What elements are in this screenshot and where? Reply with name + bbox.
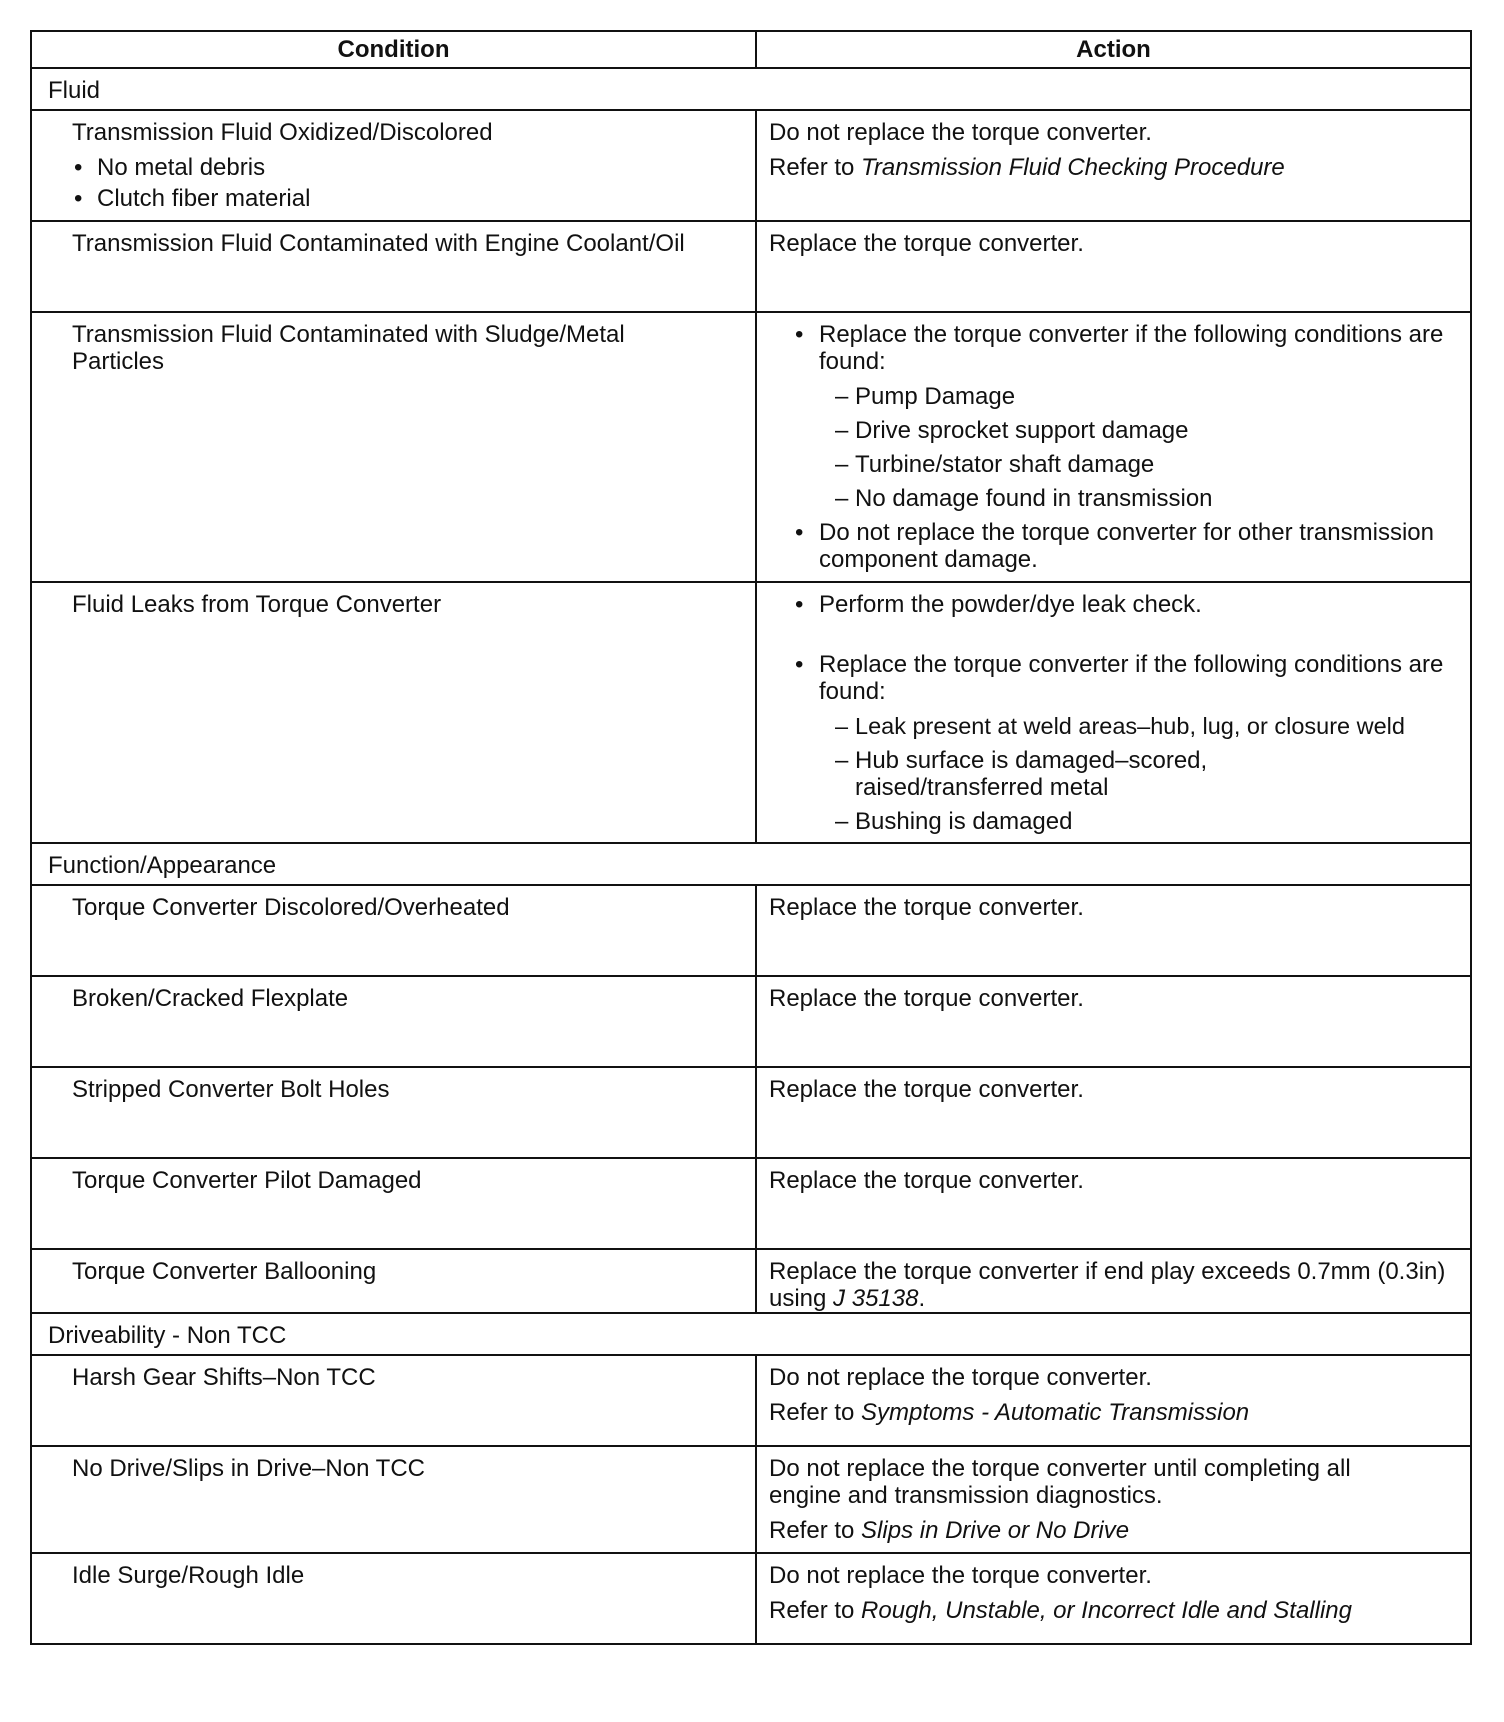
bullet-item: • Replace the torque converter if the following conditions are found:	[769, 651, 1460, 705]
section-row-function	[31, 843, 1471, 885]
table-row	[31, 1158, 1471, 1249]
section-title: Driveability - Non TCC	[31, 1313, 1471, 1355]
section-row-driveability	[31, 1313, 1471, 1355]
condition-cell: Idle Surge/Rough Idle	[31, 1553, 756, 1644]
table-row	[31, 312, 1471, 582]
refer-text	[769, 154, 1460, 181]
action-cell	[756, 582, 1471, 843]
header-action: Action	[756, 31, 1471, 68]
table-row	[31, 221, 1471, 312]
action-text: Replace the torque converter if end play exceeds 0.7mm (0.3in) using	[769, 1258, 1446, 1312]
condition-cell	[31, 312, 756, 582]
refer-link: Symptoms - Automatic Transmission	[861, 1399, 1250, 1426]
table-row	[31, 582, 1471, 843]
action-cell: Replace the torque converter.	[756, 1158, 1471, 1249]
bullet-item: • Clutch fiber material	[72, 185, 743, 212]
action-cell: Replace the torque converter.	[756, 1067, 1471, 1158]
dash-item: – Hub surface is damaged–scored, raised/transferred metal	[835, 747, 1235, 801]
refer-link: Slips in Drive or No Drive	[861, 1517, 1130, 1544]
action-cell	[756, 312, 1471, 582]
action-cell	[756, 1553, 1471, 1644]
dash-list	[769, 383, 1460, 512]
table-row	[31, 1553, 1471, 1644]
dash-item: – Drive sprocket support damage	[835, 417, 1460, 444]
refer-link: Rough, Unstable, or Incorrect Idle and Stalling	[861, 1597, 1352, 1624]
table-row	[31, 1446, 1471, 1553]
condition-cell: Torque Converter Pilot Damaged	[31, 1158, 756, 1249]
header-row	[31, 31, 1471, 68]
condition-text: Transmission Fluid Oxidized/Discolored	[72, 119, 493, 146]
action-text: Do not replace the torque converter.	[769, 1562, 1152, 1589]
header-condition: Condition	[31, 31, 756, 68]
condition-cell: Transmission Fluid Contaminated with Engine Coolant/Oil	[31, 221, 756, 312]
action-cell	[756, 1446, 1471, 1553]
dash-list	[769, 713, 1460, 835]
section-title: Function/Appearance	[31, 843, 1471, 885]
refer-prefix: Refer to	[769, 154, 862, 181]
refer-prefix: Refer to	[769, 1597, 862, 1624]
condition-cell: Harsh Gear Shifts–Non TCC	[31, 1355, 756, 1446]
condition-text: Transmission Fluid Contaminated with Sludge/Metal Particles	[72, 321, 625, 375]
spacer	[769, 626, 1460, 651]
dash-item: – No damage found in transmission	[835, 485, 1460, 512]
dash-item: – Bushing is damaged	[835, 808, 1460, 835]
action-cell	[756, 1249, 1471, 1313]
condition-cell: No Drive/Slips in Drive–Non TCC	[31, 1446, 756, 1553]
section-row-fluid	[31, 68, 1471, 110]
tool-reference: J 35138	[833, 1285, 919, 1312]
dash-item: – Leak present at weld areas–hub, lug, or closure weld	[835, 713, 1460, 740]
condition-cell: Broken/Cracked Flexplate	[31, 976, 756, 1067]
bullet-item: • Perform the powder/dye leak check.	[769, 591, 1460, 618]
action-cell	[756, 1355, 1471, 1446]
action-text: Do not replace the torque converter.	[769, 1364, 1152, 1391]
dash-item: – Turbine/stator shaft damage	[835, 451, 1460, 478]
refer-prefix: Refer to	[769, 1399, 862, 1426]
table-row	[31, 1067, 1471, 1158]
table-row	[31, 1249, 1471, 1313]
condition-cell: Torque Converter Discolored/Overheated	[31, 885, 756, 976]
table-row	[31, 1355, 1471, 1446]
action-cell: Replace the torque converter.	[756, 221, 1471, 312]
action-suffix: .	[918, 1285, 926, 1312]
action-cell: Replace the torque converter.	[756, 885, 1471, 976]
table-row	[31, 976, 1471, 1067]
table-row	[31, 885, 1471, 976]
refer-text	[769, 1517, 1460, 1544]
refer-text	[769, 1597, 1460, 1624]
refer-link: Transmission Fluid Checking Procedure	[861, 154, 1285, 181]
action-cell: Replace the torque converter.	[756, 976, 1471, 1067]
bullet-item: • Do not replace the torque converter for other transmission component damage.	[769, 519, 1460, 573]
condition-cell: Torque Converter Ballooning	[31, 1249, 756, 1313]
bullet-item: • No metal debris	[72, 154, 743, 181]
condition-cell: Stripped Converter Bolt Holes	[31, 1067, 756, 1158]
section-title: Fluid	[31, 68, 1471, 110]
action-text: Do not replace the torque converter until completing all engine and transmission diagnostics.	[769, 1455, 1351, 1509]
diagnosis-table	[30, 30, 1472, 1645]
bullet-item: • Replace the torque converter if the following conditions are found:	[769, 321, 1460, 375]
dash-item: – Pump Damage	[835, 383, 1460, 410]
refer-text	[769, 1399, 1460, 1426]
table-row	[31, 110, 1471, 221]
refer-prefix: Refer to	[769, 1517, 862, 1544]
action-cell	[756, 110, 1471, 221]
action-text: Do not replace the torque converter.	[769, 119, 1152, 146]
condition-cell: Fluid Leaks from Torque Converter	[31, 582, 756, 843]
condition-cell	[31, 110, 756, 221]
